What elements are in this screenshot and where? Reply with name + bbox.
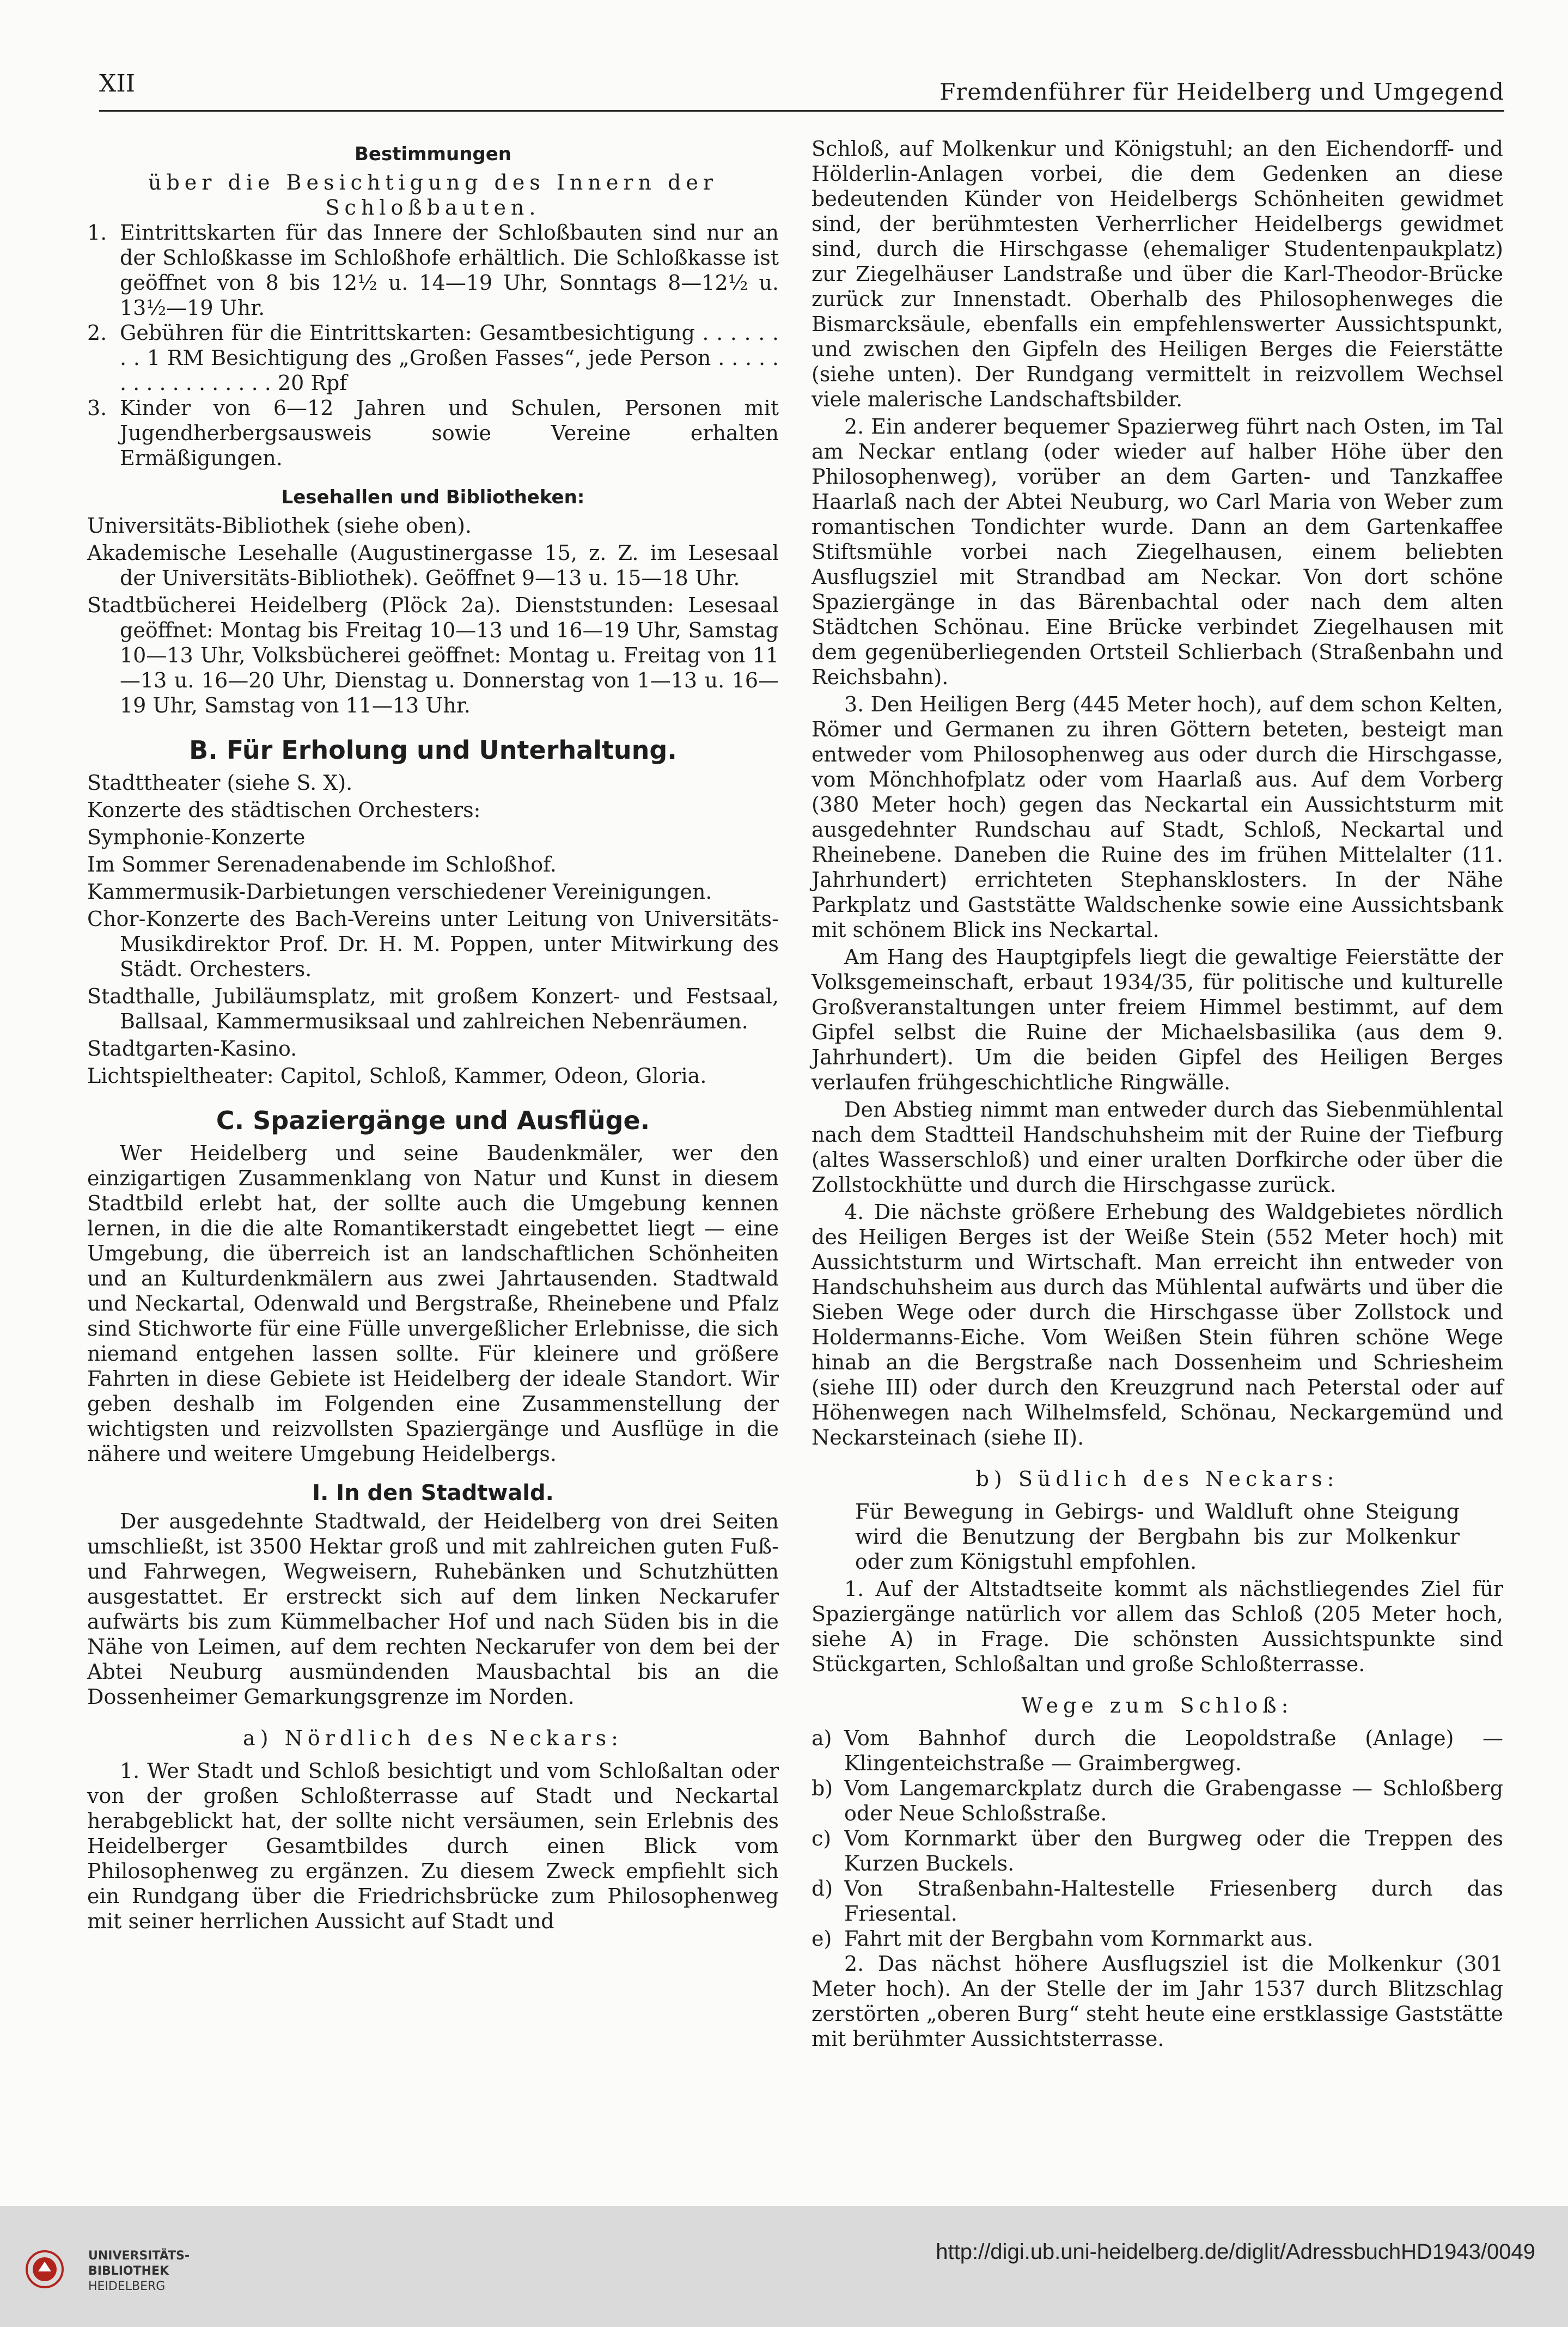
- bestimmungen-title: Bestimmungen: [355, 143, 511, 165]
- list-item: d) Von Straßenbahn-Haltestelle Friesenberg durch das Friesental.: [812, 1877, 1503, 1926]
- suedlich-title: b) Südlich des Neckars:: [975, 1467, 1339, 1491]
- source-url-link[interactable]: http://digi.ub.uni-heidelberg.de/diglit/AdressbuchHD1943/0049: [936, 2240, 1535, 2264]
- paragraph: Am Hang des Hauptgipfels liegt die gewaltige Feierstätte der Volksgemeinschaft, erbaut 1934/35, für politische und kulturelle Großveranstaltungen unter freiem Himmel bestimmt, auf dem Gipfel selbst die Ruine der Michaelsbasilika (aus dem 9. Jahrhundert). Um die beiden Gipfel des Heiligen Berges verlaufen frühgeschichtliche Ringwälle.: [812, 945, 1503, 1094]
- list-item: 2. Gebühren für die Eintrittskarten: Gesamtbesichtigung . . . . . . . . 1 RM Besichtigung des „Großen Fasses“, jede Person . . . . . . . . . . . . . . . . . 20 Rpf: [87, 321, 779, 395]
- list-item: Universitäts-Bibliothek (siehe oben).: [87, 514, 472, 538]
- noerdlich-title: a) Nördlich des Neckars:: [243, 1726, 623, 1750]
- library-name: UNIVERSITÄTS- BIBLIOTHEK HEIDELBERG: [88, 2249, 190, 2293]
- list-item: Lichtspieltheater: Capitol, Schloß, Kammer, Odeon, Gloria.: [87, 1064, 707, 1088]
- list-item: Kammermusik-Darbietungen verschiedener Vereinigungen.: [87, 880, 712, 904]
- noerdlich-p1: 1. Wer Stadt und Schloß besichtigt und vom Schloßaltan oder von der großen Schloßterrasse auf Stadt und Neckartal herabgeblickt hat, der sollte nicht versäumen, sein Erlebnis des Heidelberger Gesamtbildes durch einen Blick vom Philosophenweg zu ergänzen. Zu diesem Zweck empfiehlt sich ein Rundgang über die Friedrichsbrücke zum Philosophenweg mit seiner herrlichen Aussicht auf Stadt und: [87, 1759, 779, 1933]
- list-item: Stadtgarten-Kasino.: [87, 1037, 297, 1061]
- wege-title: Wege zum Schloß:: [1021, 1694, 1294, 1717]
- lesehallen-title: Lesehallen und Bibliotheken:: [281, 486, 585, 508]
- header-rule: [99, 110, 1504, 112]
- suedlich-note: Für Bewegung in Gebirgs- und Waldluft ohne Steigung wird die Benutzung der Bergbahn bis zur Molkenkur oder zum Königstuhl empfohlen.: [855, 1500, 1460, 1574]
- wege-list: [812, 1726, 1503, 1951]
- list-item: b) Vom Langemarckplatz durch die Grabengasse — Schloßberg oder Neue Schloßstraße.: [812, 1776, 1503, 1825]
- paragraph: 2. Das nächst höhere Ausflugsziel ist die Molkenkur (301 Meter hoch). An der Stelle der im Jahr 1537 durch Blitzschlag zerstörten „oberen Burg“ steht heute eine erstklassige Gaststätte mit berühmter Aussichtsterrasse.: [812, 1952, 1503, 2051]
- list-item: Stadttheater (siehe S. X).: [87, 771, 353, 795]
- bestimmungen-list: [87, 220, 779, 471]
- page-number: XII: [99, 70, 136, 98]
- paragraph: Den Abstieg nimmt man entweder durch das Siebenmühlental nach dem Stadtteil Handschuhsheim mit der Ruine der Tiefburg (altes Wasserschloß) und einer uralten Dorfkirche oder über die Zollstockhütte und durch die Hirschgasse zurück.: [812, 1098, 1503, 1197]
- list-item: Konzerte des städtischen Orchesters:: [87, 798, 481, 822]
- page-header: [99, 70, 1504, 113]
- list-item: Stadthalle, Jubiläumsplatz, mit großem Konzert- und Festsaal, Ballsaal, Kammermusiksaal und zahlreichen Nebenräumen.: [87, 984, 779, 1033]
- stadtwald-title: I. In den Stadtwald.: [312, 1481, 554, 1506]
- list-item: c) Vom Kornmarkt über den Burgweg oder die Treppen des Kurzen Buckels.: [812, 1826, 1503, 1875]
- right-column: [812, 136, 1503, 2054]
- running-title: Fremdenführer für Heidelberg und Umgegend: [939, 78, 1504, 105]
- section-c-title: C. Spaziergänge und Ausflüge.: [216, 1106, 650, 1135]
- stadtwald-text: Der ausgedehnte Stadtwald, der Heidelberg von drei Seiten umschließt, ist 3500 Hektar groß und mit zahlreichen guten Fuß- und Fahrwegen, Wegweisern, Ruhebänken und Schutzhütten ausgestattet. Er erstreckt sich auf dem linken Neckarufer aufwärts bis zum Kümmelbacher Hof und nach Süden bis in die Nähe von Leimen, auf dem rechten Neckarufer von dem bei der Abtei Neuburg ausmündenden Mausbachtal bis an die Dossenheimer Gemarkungsgrenze im Norden.: [87, 1509, 779, 1709]
- footer-bar: [0, 2206, 1568, 2327]
- list-item: Chor-Konzerte des Bach-Vereins unter Leitung von Universitäts-Musikdirektor Prof. Dr. H. M. Poppen, unter Mitwirkung des Städt. Orchesters.: [87, 907, 779, 981]
- list-item: Akademische Lesehalle (Augustinergasse 15, z. Z. im Lesesaal der Universitäts-Bibliothek). Geöffnet 9—13 u. 15—18 Uhr.: [87, 541, 779, 590]
- university-seal-icon: [25, 2250, 64, 2289]
- list-item: Symphonie-Konzerte: [87, 825, 306, 849]
- list-item: a) Vom Bahnhof durch die Leopoldstraße (Anlage) — Klingenteichstraße — Graimbergweg.: [812, 1726, 1503, 1775]
- section-c-intro: Wer Heidelberg und seine Baudenkmäler, wer den einzigartigen Zusammenklang von Natur und Kunst in diesem Stadtbild erlebt hat, der sollte auch die Umgebung kennen lernen, in die die alte Romantikerstadt eingebettet liegt — eine Umgebung, die überreich ist an landschaftlichen Schönheiten und an Kulturdenkmälern aus zwei Jahrtausenden. Stadtwald und Neckartal, Odenwald und Bergstraße, Rheinebene und Pfalz sind Stichworte für eine Fülle unvergeßlicher Erlebnisse, die sich niemand entgehen lassen sollte. Für kleinere und größere Fahrten in diese Gebiete ist Heidelberg der ideale Standort. Wir geben deshalb im Folgenden eine Zusammenstellung der wichtigsten und reizvollsten Spaziergänge und Ausflüge in die nähere und weitere Umgebung Heidelbergs.: [87, 1141, 779, 1466]
- list-item: 3. Kinder von 6—12 Jahren und Schulen, Personen mit Jugendherbergsausweis sowie Vereine erhalten Ermäßigungen.: [87, 396, 779, 470]
- paragraph: 4. Die nächste größere Erhebung des Waldgebietes nördlich des Heiligen Berges ist der Weiße Stein (552 Meter hoch) mit Aussichtsturm und Wirtschaft. Man erreicht ihn entweder von Handschuhsheim aus durch das Mühlental aufwärts und über die Sieben Wege oder durch die Hirschgasse über Zollstock und Holdermanns-Eiche. Vom Weißen Stein führen schöne Wege hinab an die Bergstraße nach Dossenheim und Schriesheim (siehe III) oder durch den Kreuzgrund nach Peterstal oder auf Höhenwegen nach Wilhelmsfeld, Schönau, Neckargemünd und Neckarsteinach (siehe II).: [812, 1200, 1503, 1449]
- list-item: e) Fahrt mit der Bergbahn vom Kornmarkt aus.: [812, 1927, 1314, 1951]
- paragraph: 3. Den Heiligen Berg (445 Meter hoch), auf dem schon Kelten, Römer und Germanen zu ihren Göttern beteten, besteigt man entweder vom Philosophenweg aus oder durch die Hirschgasse, vom Mönchhofplatz oder vom Haarlaß aus. Auf dem Vorberg (380 Meter hoch) gegen das Neckartal ein Aussichtsturm mit ausgedehnter Rundschau auf Stadt, Schloß, Neckartal und Rheinebene. Daneben die Ruine des im frühen Mittelalter (11. Jahrhundert) errichteten Stephansklosters. In der Nähe Parkplatz und Gaststätte Waldschenke sowie eine Aussichtsbank mit schönem Blick ins Neckartal.: [812, 692, 1503, 942]
- paragraph: 1. Auf der Altstadtseite kommt als nächstliegendes Ziel für Spaziergänge natürlich vor allem das Schloß (205 Meter hoch, siehe A) in Frage. Die schönsten Aussichtspunkte sind Stückgarten, Schloßaltan und große Schloßterrasse.: [812, 1577, 1503, 1676]
- section-b-title: B. Für Erholung und Unterhaltung.: [189, 735, 677, 765]
- bestimmungen-subtitle: über die Besichtigung des Innern der Schloßbauten.: [148, 170, 718, 220]
- list-item: Im Sommer Serenadenabende im Schloßhof.: [87, 852, 557, 876]
- paragraph: 2. Ein anderer bequemer Spazierweg führt nach Osten, im Tal am Neckar entlang (oder wieder auf halber Höhe über den Philosophenweg), vorüber an dem Garten- und Tanzkaffee Haarlaß nach der Abtei Neuburg, wo Carl Maria von Weber zum romantischen Tondichter wurde. Dann an dem Gartenkaffee Stiftsmühle vorbei nach Ziegelhausen, einem beliebten Ausflugsziel mit Strandbad am Neckar. Von dort schöne Spaziergänge in das Bärenbachtal oder nach dem alten Städtchen Schönau. Eine Brücke verbindet Ziegelhausen mit dem gegenüberliegenden Ortsteil Schlierbach (Straßenbahn und Reichsbahn).: [812, 415, 1503, 689]
- paragraph: Schloß, auf Molkenkur und Königstuhl; an den Eichendorff- und Hölderlin-Anlagen vorbei, die dem Gedenken an diese bedeutenden Künder von Heidelbergs Schönheiten gewidmet sind, der berühmtesten Verherrlicher Heidelbergs gewidmet sind, durch die Hirschgasse (ehemaliger Studentenpaukplatz) zur Ziegelhäuser Landstraße und über die Karl-Theodor-Brücke zurück zur Innenstadt. Oberhalb des Philosophenweges die Bismarcksäule, ebenfalls ein empfehlenswerter Aussichtspunkt, und zwischen den Gipfeln des Heiligen Berges die Feierstätte (siehe unten). Der Rundgang vermittelt in reizvollem Wechsel viele malerische Landschaftsbilder.: [812, 137, 1503, 411]
- list-item: 1. Eintrittskarten für das Innere der Schloßbauten sind nur an der Schloßkasse im Schloßhofe erhältlich. Die Schloßkasse ist geöffnet von 8 bis 12½ u. 14—19 Uhr, Sonntags 8—12½ u. 13½—19 Uhr.: [87, 221, 779, 320]
- left-column: [87, 136, 779, 1936]
- list-item: Stadtbücherei Heidelberg (Plöck 2a). Dienststunden: Lesesaal geöffnet: Montag bis Freitag 10—13 und 16—19 Uhr, Samstag 10—13 Uhr, Volksbücherei geöffnet: Montag u. Freitag von 11—13 u. 16—20 Uhr, Dienstag u. Donnerstag von 1—13 u. 16—19 Uhr, Samstag von 11—13 Uhr.: [87, 593, 779, 717]
